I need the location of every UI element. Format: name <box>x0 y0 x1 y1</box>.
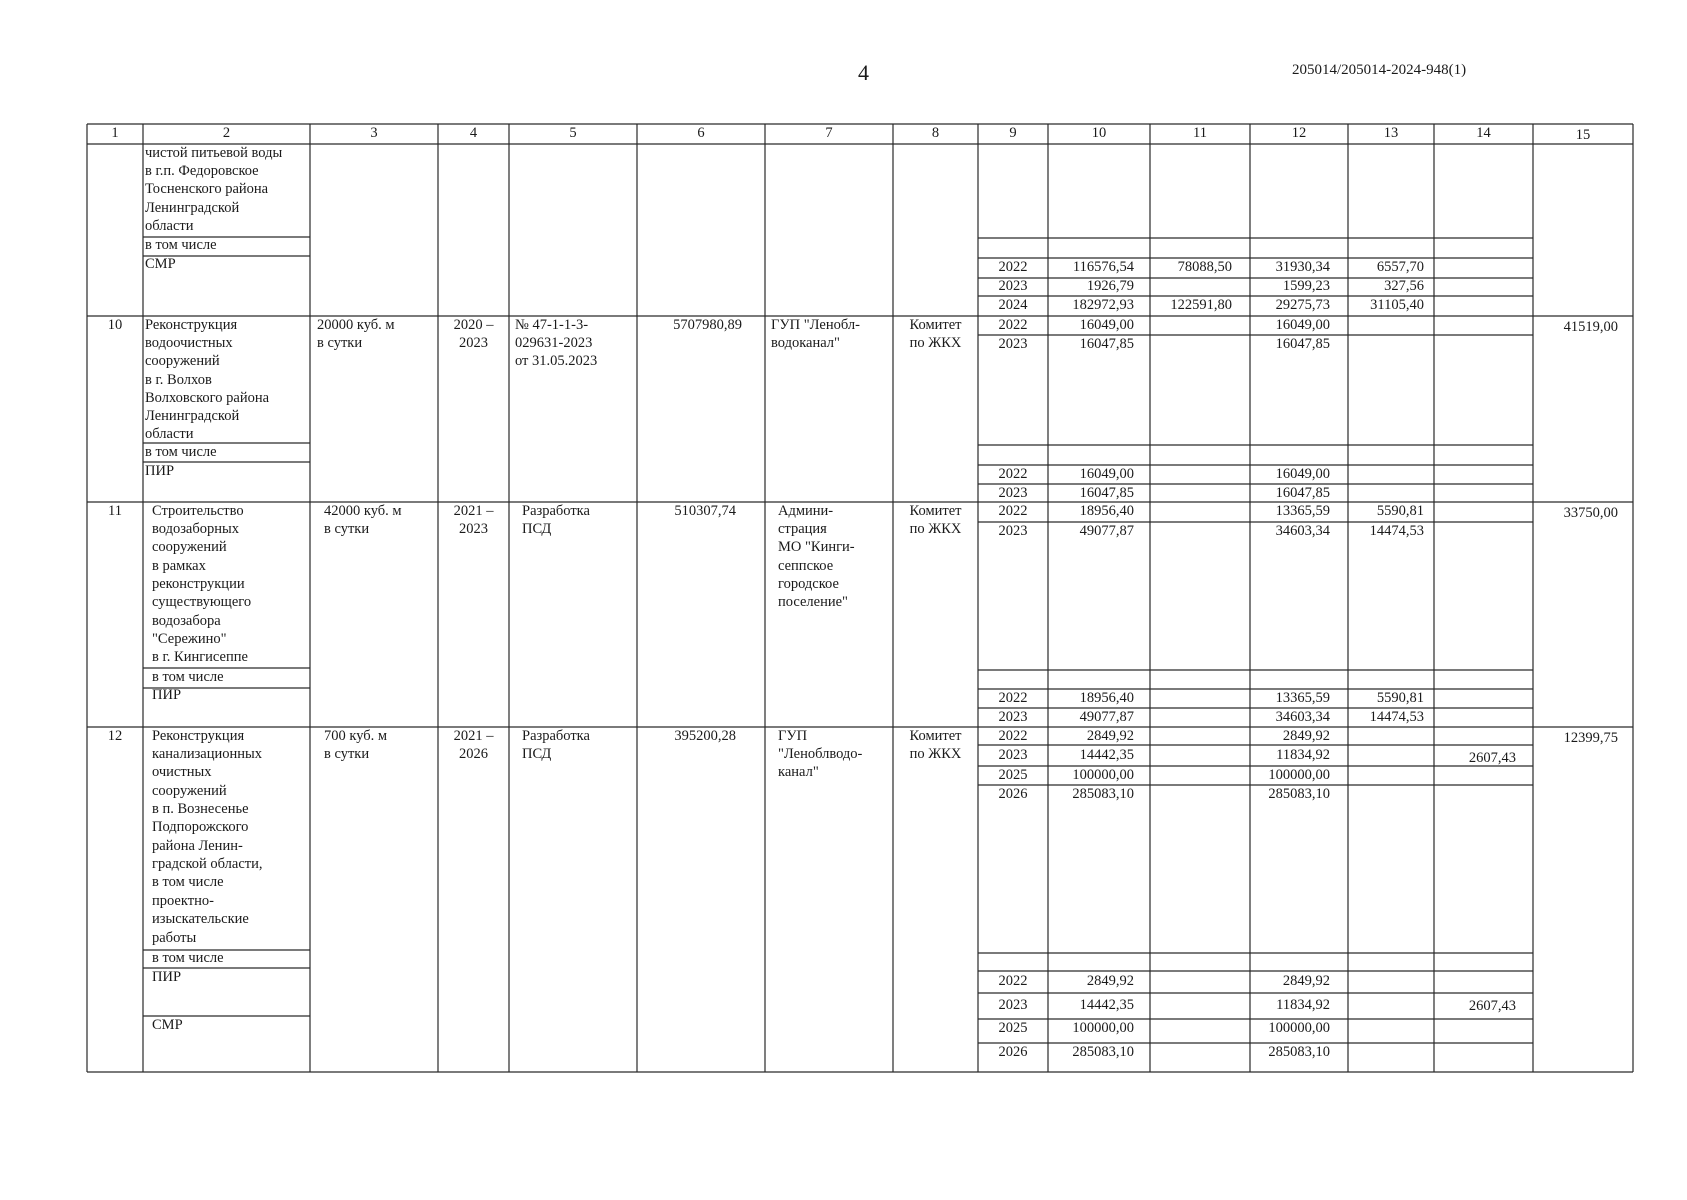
period-line: 2026 <box>459 746 488 762</box>
value-cell: 18956,40 <box>1079 690 1134 706</box>
object-name-line: работы <box>152 930 197 946</box>
object-name-line: водозабора <box>152 613 221 629</box>
column-header: 6 <box>697 125 705 141</box>
object-name-line: канализационных <box>152 746 263 762</box>
year-cell: 2022 <box>998 503 1028 519</box>
total-cost: 5707980,89 <box>673 317 742 333</box>
value-cell: 5590,81 <box>1376 503 1424 519</box>
object-name-line: области <box>145 218 194 234</box>
object-name-line: очистных <box>152 764 212 780</box>
object-name-line: Подпорожского <box>152 819 249 835</box>
object-name-line: в п. Вознесенье <box>152 801 249 817</box>
value-cell: 16047,85 <box>1275 336 1330 352</box>
customer-line: Админи- <box>778 503 834 519</box>
value-cell: 2849,92 <box>1282 973 1330 989</box>
value-cell: 14474,53 <box>1369 709 1424 725</box>
subheading-including: в том числе <box>152 950 224 966</box>
value-cell: 100000,00 <box>1268 1020 1330 1036</box>
column-header: 7 <box>825 125 833 141</box>
year-cell: 2023 <box>998 336 1028 352</box>
value-cell: 14442,35 <box>1079 997 1134 1013</box>
row-number: 11 <box>108 503 122 519</box>
page-number: 4 <box>858 60 869 85</box>
object-name-line: сооружений <box>152 539 227 555</box>
customer-line: ГУП "Ленобл- <box>771 317 860 333</box>
object-name-line: чистой питьевой воды <box>145 145 283 161</box>
administrator-line: Комитет <box>909 317 962 333</box>
value-cell: 49077,87 <box>1079 709 1134 725</box>
year-cell: 2023 <box>998 997 1028 1013</box>
value-cell: 1599,23 <box>1282 278 1330 294</box>
object-name-line: в рамках <box>152 558 206 574</box>
year-cell: 2022 <box>998 317 1028 333</box>
administrator-line: по ЖКХ <box>909 521 962 537</box>
customer-line: поселение" <box>778 594 848 610</box>
customer-line: страция <box>778 521 827 537</box>
customer-line: сеппское <box>778 558 834 574</box>
column15-value: 33750,00 <box>1563 505 1618 521</box>
column-header: 10 <box>1091 125 1107 141</box>
column-header: 8 <box>931 125 940 141</box>
value-cell: 6557,70 <box>1376 259 1424 275</box>
value-cell: 285083,10 <box>1268 786 1330 802</box>
year-cell: 2023 <box>998 278 1028 294</box>
object-name-line: градской области, <box>152 856 263 872</box>
work-type-pir: ПИР <box>152 969 182 985</box>
year-cell: 2024 <box>998 297 1028 313</box>
customer-line: "Ленoблводо- <box>778 746 863 762</box>
object-name-line: "Сережино" <box>152 631 227 647</box>
column-header: 9 <box>1009 125 1017 141</box>
object-name-line: в том числе <box>152 874 224 890</box>
year-cell: 2023 <box>998 709 1028 725</box>
value-cell: 31930,34 <box>1275 259 1330 275</box>
column-header: 14 <box>1476 125 1491 141</box>
period-line: 2023 <box>459 335 488 351</box>
value-cell: 285083,10 <box>1072 786 1134 802</box>
column15-value: 12399,75 <box>1563 730 1618 746</box>
column-header: 11 <box>1193 125 1207 141</box>
capacity-line: 42000 куб. м <box>324 503 402 519</box>
column-header: 2 <box>222 125 231 141</box>
subheading-including: в том числе <box>145 237 217 253</box>
total-cost: 395200,28 <box>674 728 736 744</box>
year-cell: 2023 <box>998 747 1028 763</box>
object-name-line: Строительство <box>152 503 244 519</box>
object-name-line: водоочистных <box>145 335 233 351</box>
value-cell: 18956,40 <box>1079 503 1134 519</box>
value-cell: 16049,00 <box>1079 317 1134 333</box>
column-header: 15 <box>1575 127 1591 143</box>
period-line: 2021 – <box>453 503 494 519</box>
value-cell: 100000,00 <box>1072 1020 1134 1036</box>
value-cell: 11834,92 <box>1276 997 1330 1013</box>
value-cell: 11834,92 <box>1276 747 1330 763</box>
object-name-line: Реконструкция <box>152 728 245 744</box>
document-code: 205014/205014-2024-948(1) <box>1292 62 1467 78</box>
object-name-line: водозаборных <box>152 521 239 537</box>
value-cell: 2607,43 <box>1468 750 1516 766</box>
year-cell: 2025 <box>998 767 1028 783</box>
object-name-line: области <box>145 426 194 442</box>
value-cell: 29275,73 <box>1275 297 1330 313</box>
object-name-line: Тосненского района <box>145 181 269 197</box>
subheading-including: в том числе <box>145 444 217 460</box>
value-cell: 2607,43 <box>1468 998 1516 1014</box>
object-name-line: в г. Волхов <box>145 372 212 388</box>
year-cell: 2022 <box>998 259 1028 275</box>
total-cost: 510307,74 <box>674 503 736 519</box>
row-number: 12 <box>107 728 123 744</box>
value-cell: 34603,34 <box>1275 709 1330 725</box>
year-cell: 2023 <box>998 485 1028 501</box>
capacity-line: в сутки <box>324 521 370 537</box>
capacity-line: в сутки <box>324 746 370 762</box>
value-cell: 78088,50 <box>1177 259 1232 275</box>
year-cell: 2022 <box>998 728 1028 744</box>
document-line: ПСД <box>522 746 552 762</box>
work-type-smr: СМР <box>152 1017 183 1033</box>
column-header: 12 <box>1291 125 1307 141</box>
period-line: 2023 <box>459 521 488 537</box>
administrator-line: Комитет <box>909 503 962 519</box>
value-cell: 182972,93 <box>1072 297 1134 313</box>
value-cell: 16049,00 <box>1275 466 1330 482</box>
column-header: 1 <box>111 125 119 141</box>
value-cell: 16047,85 <box>1079 336 1134 352</box>
object-name-line: в г.п. Федоровское <box>145 163 259 179</box>
column-header: 4 <box>469 125 478 141</box>
value-cell: 2849,92 <box>1086 973 1134 989</box>
object-name-line: в г. Кингисеппе <box>152 649 248 665</box>
customer-line: водоканал" <box>771 335 840 351</box>
value-cell: 285083,10 <box>1268 1044 1330 1060</box>
value-cell: 100000,00 <box>1072 767 1134 783</box>
document-line: Разработка <box>522 503 590 519</box>
value-cell: 16049,00 <box>1275 317 1330 333</box>
value-cell: 16047,85 <box>1275 485 1330 501</box>
period-line: 2020 – <box>453 317 494 333</box>
customer-line: МО "Кинги- <box>778 539 855 555</box>
work-type-smr: СМР <box>145 256 176 272</box>
value-cell: 34603,34 <box>1275 523 1330 539</box>
work-type-pir: ПИР <box>152 687 182 703</box>
customer-line: канал" <box>778 764 819 780</box>
year-cell: 2022 <box>998 466 1028 482</box>
year-cell: 2026 <box>998 786 1028 802</box>
value-cell: 100000,00 <box>1268 767 1330 783</box>
object-name-line: сооружений <box>152 783 227 799</box>
column-header: 5 <box>569 125 577 141</box>
document-line: ПСД <box>522 521 552 537</box>
object-name-line: изыскательские <box>152 911 249 927</box>
capacity-line: 20000 куб. м <box>317 317 395 333</box>
administrator-line: по ЖКХ <box>909 335 962 351</box>
object-name-line: реконструкции <box>152 576 245 592</box>
year-cell: 2022 <box>998 973 1028 989</box>
work-type-pir: ПИР <box>145 463 175 479</box>
capacity-line: в сутки <box>317 335 363 351</box>
administrator-line: по ЖКХ <box>909 746 962 762</box>
value-cell: 16049,00 <box>1079 466 1134 482</box>
object-name-line: Волховского района <box>145 390 270 406</box>
value-cell: 327,56 <box>1384 278 1424 294</box>
column-header: 3 <box>370 125 378 141</box>
value-cell: 13365,59 <box>1275 690 1330 706</box>
value-cell: 16047,85 <box>1079 485 1134 501</box>
capacity-line: 700 куб. м <box>324 728 388 744</box>
period-line: 2021 – <box>453 728 494 744</box>
value-cell: 122591,80 <box>1170 297 1232 313</box>
object-name-line: района Ленин- <box>152 838 243 854</box>
year-cell: 2023 <box>998 523 1028 539</box>
value-cell: 31105,40 <box>1370 297 1424 313</box>
administrator-line: Комитет <box>909 728 962 744</box>
document-line: 029631-2023 <box>515 335 593 351</box>
document-line: от 31.05.2023 <box>515 353 598 369</box>
column15-value: 41519,00 <box>1563 319 1618 335</box>
object-name-line: Реконструкция <box>145 317 238 333</box>
year-cell: 2026 <box>998 1044 1028 1060</box>
value-cell: 2849,92 <box>1282 728 1330 744</box>
customer-line: ГУП <box>778 728 808 744</box>
value-cell: 2849,92 <box>1086 728 1134 744</box>
customer-line: городское <box>778 576 839 592</box>
object-name-line: сооружений <box>145 353 220 369</box>
document-line: № 47-1-1-3- <box>515 317 589 333</box>
value-cell: 1926,79 <box>1086 278 1134 294</box>
object-name-line: существующего <box>152 594 252 610</box>
object-name-line: проектно- <box>152 893 214 909</box>
value-cell: 49077,87 <box>1079 523 1134 539</box>
value-cell: 285083,10 <box>1072 1044 1134 1060</box>
value-cell: 13365,59 <box>1275 503 1330 519</box>
year-cell: 2022 <box>998 690 1028 706</box>
row-number: 10 <box>107 317 123 333</box>
value-cell: 14442,35 <box>1079 747 1134 763</box>
object-name-line: Ленинградской <box>145 200 240 216</box>
subheading-including: в том числе <box>152 669 224 685</box>
value-cell: 14474,53 <box>1369 523 1424 539</box>
year-cell: 2025 <box>998 1020 1028 1036</box>
value-cell: 5590,81 <box>1376 690 1424 706</box>
document-line: Разработка <box>522 728 590 744</box>
column-header: 13 <box>1383 125 1399 141</box>
object-name-line: Ленинградской <box>145 408 240 424</box>
value-cell: 116576,54 <box>1072 259 1134 275</box>
